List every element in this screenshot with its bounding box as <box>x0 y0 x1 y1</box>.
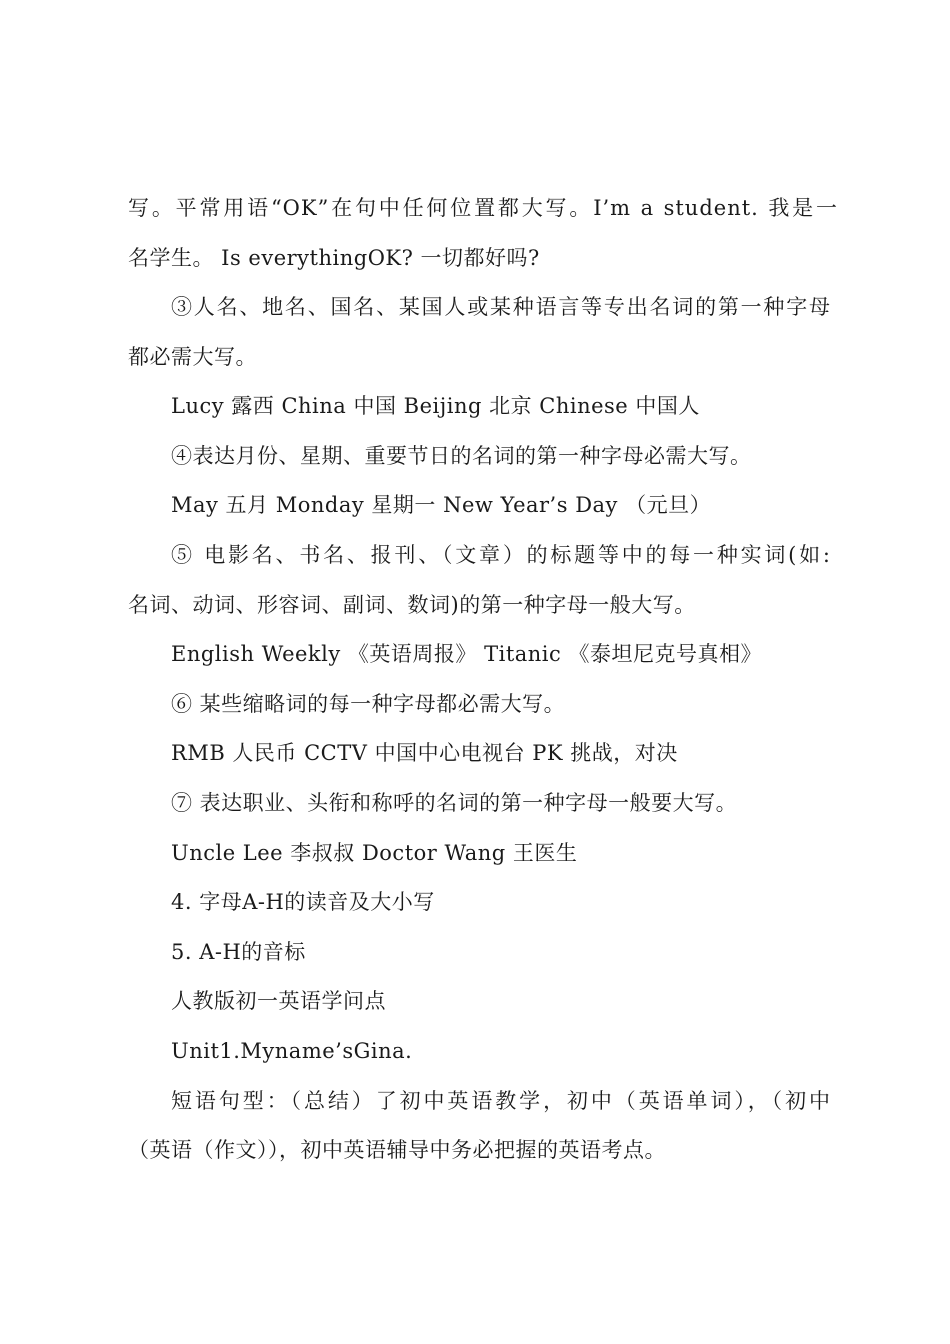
text-line: ③人名、地名、国名、某国人或某种语言等专出名词的第一种字母 <box>171 295 831 319</box>
text-line: Unit1.Myname’sGina. <box>171 1039 413 1063</box>
text-line: Uncle Lee 李叔叔 Doctor Wang 王医生 <box>171 841 578 865</box>
text-line: 写。平常用语“OK”在句中任何位置都大写。I’m a student. 我是一 <box>128 196 838 220</box>
text-line: 名词、动词、形容词、副词、数词)的第一种字母一般大写。 <box>128 593 696 617</box>
text-line: ④表达月份、星期、重要节日的名词的第一种字母必需大写。 <box>171 444 752 468</box>
text-line: ⑦ 表达职业、头衔和称呼的名词的第一种字母一般要大写。 <box>171 791 738 815</box>
text-line: 4. 字母A-H的读音及大小写 <box>171 890 435 914</box>
text-line: 人教版初一英语学问点 <box>171 989 386 1013</box>
text-line: 都必需大写。 <box>128 345 257 369</box>
text-line: May 五月 Monday 星期一 New Year’s Day （元旦） <box>171 493 712 517</box>
text-line: ⑤ 电影名、书名、报刊、（文章）的标题等中的每一种实词(如: <box>171 543 831 567</box>
text-line: English Weekly 《英语周报》 Titanic 《泰坦尼克号真相》 <box>171 642 762 666</box>
text-line: （英语（作文）），初中英语辅导中务必把握的英语考点。 <box>128 1138 666 1162</box>
text-line: 名学生。 Is everythingOK? 一切都好吗? <box>128 246 540 270</box>
text-line: ⑥ 某些缩略词的每一种字母都必需大写。 <box>171 692 566 716</box>
text-line: Lucy 露西 China 中国 Beijing 北京 Chinese 中国人 <box>171 394 700 418</box>
text-line: RMB 人民币 CCTV 中国中心电视台 PK 挑战，对决 <box>171 741 678 765</box>
text-line: 短语句型：（总结）了初中英语教学，初中（英语单词），（初中 <box>171 1089 831 1113</box>
text-line: 5. A-H的音标 <box>171 940 306 964</box>
